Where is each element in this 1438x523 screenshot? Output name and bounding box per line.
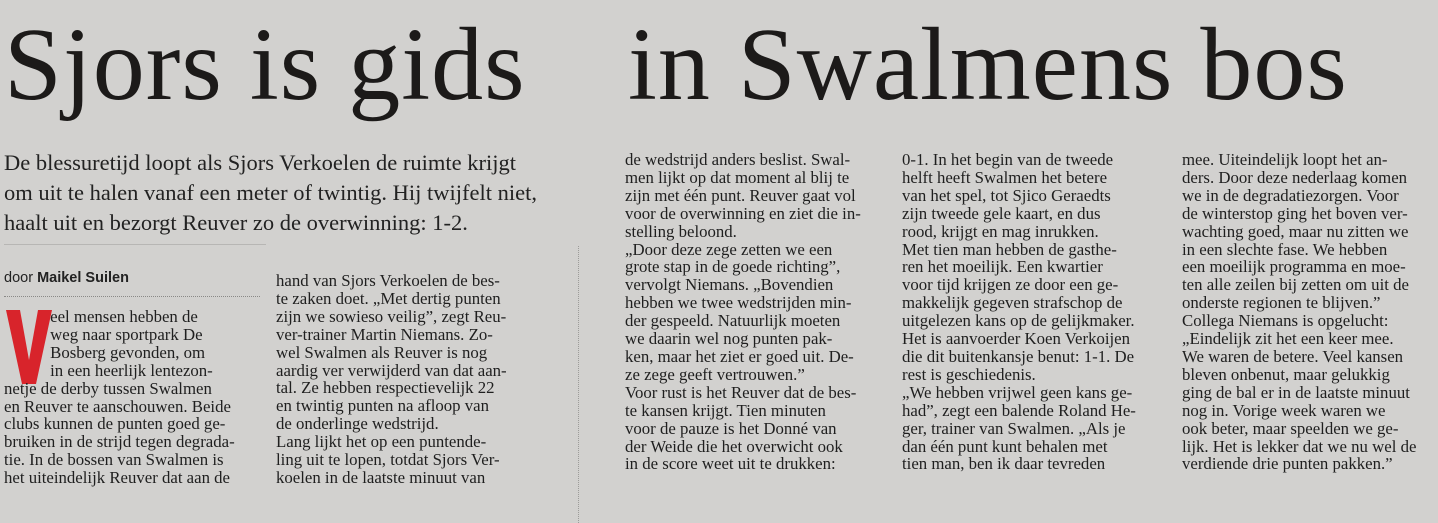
headline-part-2: in Swalmens bos <box>628 7 1348 122</box>
headline <box>0 0 1438 125</box>
intro-divider <box>4 244 266 245</box>
article-column-5: mee. Uiteindelijk loopt het an- ders. Door deze nederlaag komen we in de degradatiezorgen. Voor de winterstop ging het boven ver- wachting goed, maar nu zitten we in een slechte fase. We hebben een moeilijk programma en moe- ten alle zeilen bij zetten om uit de onderste regionen te blijven.” Collega Niemans is opgelucht: „Eindelijk zit het een keer mee. We waren de betere. Veel kansen bleven onbenut, maar gelukkig ging de bal er in de laatste minuut nog in. Vorige week waren we ook beter, maar speelden we ge- lijk. Het is lekker dat we nu wel de verdiende drie punten pakken.” <box>1182 150 1417 474</box>
byline-prefix: door <box>4 270 34 286</box>
column-divider <box>578 246 579 523</box>
headline-part-1: Sjors is gids <box>4 7 526 122</box>
byline-author: Maikel Suilen <box>37 270 129 286</box>
article-column-2: hand van Sjors Verkoelen de bes- te zaken doet. „Met dertig punten zijn we sowieso veilig”, zegt Reu- ver-trainer Martin Niemans. Zo- wel Swalmen als Reuver is nog aardig ver verwijderd van dat aan- tal. Ze hebben respectievelijk 22 en twintig punten na afloop van de onderlinge wedstrijd. Lang lijkt het op een puntende- ling uit te lopen, totdat Sjors Ver- koelen in de laatste minuut van <box>276 271 507 487</box>
article-column-3: de wedstrijd anders beslist. Swal- men lijkt op dat moment al blij te zijn met één punt. Reuver gaat vol voor de overwinning en ziet die in- stelling beloond. „Door deze zege zetten we een grote stap in de goede richting”, vervolgt Niemans. „Bovendien hebben we twee wedstrijden min- der gespeeld. Natuurlijk moeten we daarin wel nog punten pak- ken, maar het ziet er goed uit. De- ze zege geeft vertrouwen.” Voor rust is het Reuver dat de bes- te kansen krijgt. Tien minuten voor de pauze is het Donné van der Weide die het overwicht ook in de score weet uit te drukken: <box>625 150 861 474</box>
article-column-4: 0-1. In het begin van de tweede helft heeft Swalmen het betere van het spel, tot Sjico Geraedts zijn tweede gele kaart, en dus rood, krijgt en mag inrukken. Met tien man hebben de gasthe- ren het moeilijk. Een kwartier voor tijd krijgen ze door een ge- makkelijk gegeven strafschop de uitgelezen kans op de gelijkmaker. Het is aanvoerder Koen Verkoijen die dit buitenkansje benut: 1-1. De rest is geschiedenis. „We hebben vrijwel geen kans ge- had”, zegt een balende Roland He- ger, trainer van Swalmen. „Als je dan één punt kunt behalen met tien man, ben ik daar tevreden <box>902 150 1136 474</box>
byline-divider <box>4 296 260 297</box>
byline <box>4 270 129 286</box>
article-column-1: eel mensen hebben de weg naar sportpark De Bosberg gevonden, om in een heerlijk lentezon- netje de derby tussen Swalmen en Reuver te aanschouwen. Beide clubs kunnen de punten goed ge- bruiken in de strijd tegen degrada- tie. In de bossen van Swalmen is het uiteindelijk Reuver dat aan de <box>4 307 235 488</box>
intro-paragraph: De blessuretijd loopt als Sjors Verkoelen de ruimte krijgt om uit te halen vanaf een meter of twintig. Hij twijfelt niet, haalt uit en bezorgt Reuver zo de overwinning: 1-2. <box>4 150 537 235</box>
